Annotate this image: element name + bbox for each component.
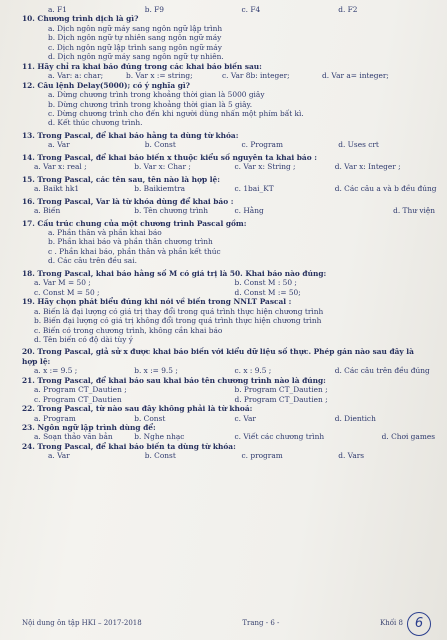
option: a. Biến là đại lượng có giá trị thay đổi trong quá trình thực hiện chương trình [34, 306, 324, 316]
q18-options [22, 278, 435, 287]
footer-center: Trang - 6 - [242, 618, 280, 627]
option: d. Uses crt [338, 140, 379, 150]
option: d. Program CT_Dautien ; [234, 394, 328, 404]
q13-options [22, 140, 435, 149]
option: a. Var [48, 451, 70, 461]
option: b. x := 9.5 ; [134, 366, 178, 376]
option: c. Var [234, 413, 256, 423]
question-20: 20. Trong Pascal, giả sử x được khai báo biến với kiểu dữ liệu số thực. Phép gán nào sau đây là [22, 347, 414, 357]
footer-left: Nội dung ôn tập HKI – 2017-2018 [22, 618, 142, 627]
option: a. Dừng chương trình trong khoảng thời gian là 5000 giây [48, 90, 265, 100]
option: b. Baikiemtra [134, 184, 186, 194]
question-18: 18. Trong Pascal, khai báo hằng số M có giá trị là 50. Khai báo nào đúng: [22, 268, 327, 278]
option: a. Biến [34, 206, 61, 216]
option: a. Phần thân và phần khai báo [48, 227, 162, 237]
option: b. Var x := string; [126, 71, 193, 81]
option: b. Program CT_Dautien ; [234, 385, 328, 395]
option: c. Var 8b: integer; [222, 71, 290, 81]
question-10: 10. Chương trình dịch là gì? [22, 14, 139, 24]
option: a. Baikt hk1 [34, 184, 80, 194]
question-17: 17. Cấu trúc chung của một chương trình Pascal gồm: [22, 218, 247, 228]
option: d. Chơi games [381, 432, 435, 442]
option: b. Dịch ngôn ngữ tự nhiên sang ngôn ngữ máy [48, 33, 222, 43]
option: d. Kết thúc chương trình. [48, 118, 143, 128]
option: c. Var x: String ; [234, 162, 296, 172]
option: c. Biến có trong chương trình, không cần khai báo [34, 325, 223, 335]
question-13: 13. Trong Pascal, để khai báo hằng ta dùng từ khóa: [22, 130, 239, 140]
question-20-cont: hợp lệ: [22, 356, 51, 366]
q18-options [22, 288, 435, 297]
question-15: 15. Trong Pascal, các tên sau, tên nào là hợp lệ: [22, 174, 220, 184]
page-number-mark: 6 [407, 612, 431, 636]
option: b. Const [144, 451, 176, 461]
option: a. Var M = 50 ; [34, 278, 91, 288]
page-footer [22, 619, 433, 628]
option: a. Var: a: char; [48, 71, 104, 81]
option: d. Const M := 50; [234, 287, 301, 297]
option: b. Const [134, 413, 166, 423]
option: d. Các câu trên đều sai. [48, 256, 137, 266]
q20-options [22, 366, 435, 375]
option: c. Program [241, 140, 283, 150]
option: c. F4 [241, 5, 261, 14]
option: c. program [241, 451, 283, 461]
footer-right: Khối 8 [380, 618, 403, 627]
option: a. F1 [48, 5, 67, 14]
option: c. Hằng [234, 206, 264, 216]
option: c . Phần khai báo, phần thân và phần kết thúc [48, 246, 221, 256]
option: a. Program CT_Dautien ; [34, 385, 127, 395]
q9-options [22, 5, 435, 14]
q11-options [22, 71, 435, 80]
option: d. Các câu trên đều đúng [334, 366, 430, 376]
option: b. Biến đại lượng có giá trị không đổi trong quá trình thực hiện chương trình [34, 316, 322, 326]
q23-options [22, 432, 435, 441]
option: c. x : 9.5 ; [234, 366, 272, 376]
option: c. Dừng chương trình cho đến khi người dùng nhấn một phím bất kì. [48, 108, 304, 118]
option: b. Tên chương trình [134, 206, 209, 216]
question-23: 23. Ngôn ngữ lập trình dùng để: [22, 423, 156, 433]
option: a. Var [48, 140, 70, 150]
question-16: 16. Trong Pascal, Var là từ khóa dùng để khai báo : [22, 196, 234, 206]
option: c. Viết các chương trình [234, 432, 325, 442]
question-14: 14. Trong Pascal, để khai báo biến x thuộc kiểu số nguyên ta khai báo : [22, 152, 317, 162]
option: c. Program CT_Dautien [34, 394, 122, 404]
option: b. F9 [144, 5, 165, 14]
option: a. Var x: real ; [34, 162, 87, 172]
option: c. 1bai_KT [234, 184, 274, 194]
option: d. Var x: Integer ; [334, 162, 401, 172]
option: a. Dịch ngôn ngữ máy sang ngôn ngữ lập trình [48, 23, 223, 33]
option: d. Các câu a và b đều đúng [334, 184, 437, 194]
question-24: 24. Trong Pascal, để khai báo biến ta dùng từ khóa: [22, 441, 236, 451]
option: b. Phần khai báo và phần thân chương trình [48, 237, 213, 247]
option: d. Var a= integer; [322, 71, 389, 81]
option: a. Soạn thảo văn bản [34, 432, 113, 442]
q21-options [22, 385, 435, 394]
q16-options [22, 206, 435, 215]
option: d. Tên biến có độ dài tùy ý [34, 334, 133, 344]
option: d. Dịch ngôn ngữ máy sang ngôn ngữ tự nhiên. [48, 52, 224, 62]
question-21: 21. Trong Pascal, để khai báo sau khai báo tên chương trình nào là đúng: [22, 375, 326, 385]
option: d. F2 [338, 5, 358, 14]
question-11: 11. Hãy chỉ ra khai báo đúng trong các khai báo biến sau: [22, 61, 262, 71]
option: d. Vars [338, 451, 365, 461]
option: b. Const M : 50 ; [234, 278, 297, 288]
q14-options [22, 162, 435, 171]
q21-options [22, 395, 435, 404]
option: b. Var x: Char ; [134, 162, 191, 172]
q24-options [22, 451, 435, 460]
option: c. Dịch ngôn ngữ lập trình sang ngôn ngữ máy [48, 42, 222, 52]
question-22: 22. Trong Pascal, từ nào sau đây không phải là từ khoá: [22, 404, 253, 414]
q15-options [22, 184, 435, 193]
option: c. Const M = 50 ; [34, 287, 100, 297]
question-12: 12. Câu lệnh Delay(5000); có ý nghĩa gì? [22, 80, 191, 90]
option: d. Thư viện [393, 206, 435, 216]
option: b. Nghe nhạc [134, 432, 185, 442]
q22-options [22, 414, 435, 423]
option: b. Dừng chương trình trong khoảng thời gian là 5 giây. [48, 99, 253, 109]
option: a. Program [34, 413, 76, 423]
option: a. x := 9.5 ; [34, 366, 78, 376]
question-19: 19. Hãy chọn phát biểu đúng khi nói về biến trong NNLT Pascal : [22, 297, 292, 307]
option: b. Const [144, 140, 176, 150]
option: d. Dientich [334, 413, 376, 423]
